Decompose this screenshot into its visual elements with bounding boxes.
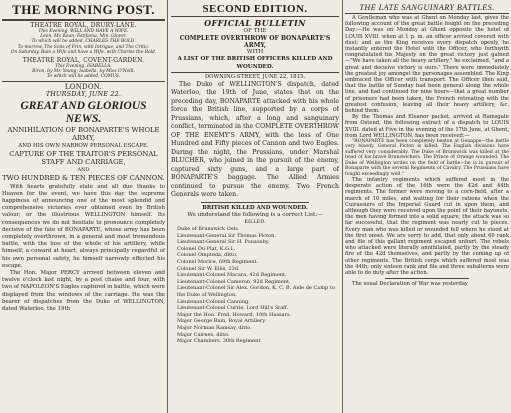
list-item: Major Chambers, 30th Regiment. [177, 338, 262, 345]
column-divider-2 [342, 0, 343, 413]
bulletin-title: OFFICIAL BULLETIN [204, 18, 306, 28]
list-item: Lieutenant-Colonel Macara, 42d Regiment. [177, 272, 287, 279]
edition-title: SECOND EDITION. [202, 3, 308, 15]
place-line: LONDON. [64, 82, 103, 91]
bulletin-rule [171, 72, 339, 73]
column-right [345, 0, 509, 413]
article-paragraph-1: With hearts gratefully elate and all due thanks to Heaven for the event, we have this day the supreme happiness of announcing one of the most splendid and comprehensive victories ever obtained even by British valour, or the illustrious WELLINGTON himself. Its consequences we do not hesitate to pronounce completely decisive of the fate of BONAPARTE, whose army has been completely overthrown, in a general and most tremendous battle, with the loss of the whole of his artillery, while himself, a coward at heart, always principally regardful of his own personal safety, he himself narrowly effected his escape. [2, 183, 165, 269]
theatre2-line-2: Biron, by Mr. Young; Isabella, by Miss O'Neill. [32, 69, 135, 75]
article-paragraph-2: The Hon. Major PERCY arrived between eleven and twelve o'clock last night, by a post chaise and four, with two of NAPOLEON'S Eagles captured in battle, which were displayed from the windows of the carriage. He was the bearer of dispatches from the Duke of WELLINGTON, dated Waterloo, the 19th [2, 270, 165, 313]
list-item: Lieutenant-Colonel Canning. [177, 298, 250, 305]
theatre1-line-4: To-morrow, The Sons of Frin, with Intrigue, and The Critic. [17, 44, 150, 50]
theatre1-title: THEATRE ROYAL, DRURY-LANE. [30, 22, 137, 29]
battles-paragraph-1: A Gentleman who was at Ghent on Monday last, gives the following account of the great battle fought on the preceding Day:—He was on Monday at Ghent opposite the hotel of LOUIS XVIII. when at 1 p. m. an officer arrived covered with dust; and as the King receives every dispatch openly, he instantly entered the Hotel with the Officer, who forthwith congratulated his Majesty on the great victory just gained—"We have taken all the heavy artillery," he exclaimed, "and a great and decisive victory is ours." There were immediately the greatest joy amongst the personages assembled. The King embraced the Officer with transport. The Officer then said, that the battle of Sunday had been general along the whole line, and had continued for nine hours—that a great number of prisoners had been taken, the French retreating with the greatest confusion, leaving all their heavy artillery, &c. behind them. [345, 15, 509, 115]
battles-title: THE LATE SANGUINARY BATTLES. [359, 3, 495, 12]
list-item: Lieutenant-Colonel Sir Alex. Gordon, K. C. B. Aide de Camp to the Duke of Wellington. [177, 285, 335, 298]
killed-rule [201, 202, 309, 203]
subhead-4: AND [77, 166, 90, 173]
section-rule [2, 81, 165, 82]
battles-rule [345, 13, 509, 14]
killed-list [171, 226, 339, 345]
date-line: THURSDAY, JUNE 22. [45, 89, 122, 98]
list-item: Major George Bain, Royal Artillery. [177, 318, 267, 325]
battles-paragraph-3: "BONAPARTE has been completely beaten at Genappe—the battle very bloody. General Picton is killed. The English divisions have suffered very considerably. The Duke of Brunswick was killed at the head of his brave Brunswickers. The Prince of Orange wounded. The Duke of Wellington writes on the field of battle—he is in pursuit of Bonaparte with the several Regiments of Cavalry. The Prussians have fought exceedingly well." [345, 139, 509, 177]
battles-paragraph-2: By the Thomas and Eleanor packet, arrived at Ramsgate from Ostend, the following extract of a dispatch to LOUIS XVIII. dated at Five in the evening of the 17th June, at Ghent, from Lord WELLINGTON, has been received:— [345, 114, 509, 139]
list-item: Colonel Ompteda, ditto. [177, 252, 238, 259]
theatre2-line-3: To which will be added, COMUS. [46, 74, 121, 80]
theatre1-line-5: On Saturday, Rule a Wife and have a Wife, with Charles the Bold. [10, 49, 157, 55]
bulletin-with: WITH [246, 49, 264, 56]
main-headline: GREAT AND GLORIOUS NEWS. [20, 99, 147, 125]
dateline: DOWNING-STREET, JUNE 22, 1815. [204, 73, 306, 80]
bulletin-headline: COMPLETE OVERTHROW OF BONAPARTE'S ARMY, [179, 35, 331, 50]
column-left [2, 0, 165, 413]
subhead-5: TWO HUNDRED & TEN PIECES OF CANNON. [2, 173, 165, 182]
bulletin-of: OF THE [243, 28, 267, 34]
battles-end-rule [385, 278, 469, 279]
killed-intro: We understand the following is a correct List:— [187, 212, 323, 219]
list-item: Duke of Brunswick Oels. [177, 226, 240, 233]
masthead: THE MORNING POST. [12, 2, 155, 17]
masthead-rule [2, 19, 165, 21]
list-item: Major Norman Ramsay, ditto. [177, 324, 252, 331]
theatre1-line-2: Leon, Mr. Kean; Estifania, Mrs. Glover. [40, 34, 127, 40]
list-item: Lieutenant-Colonel Cameron, 92d Regiment. [177, 278, 291, 285]
subhead-2: AND HIS OWN NARROW PERSONAL ESCAPE. [18, 142, 149, 149]
list-item: Lieutenant-General Sir Thomas Picton. [177, 232, 276, 239]
dispatch-paragraph: The Duke of WELLINGTON'S dispatch, dated Waterloo, the 19th of June, states that on the preceding day, BONAPARTE attacked with his whole force the British line, supported by a corps of Prussians, which, after a long and sanguinary conflict, terminated in the COMPLETE OVERTHROW OF THE ENEMY'S ARMY, with the loss of One Hundred and Fifty pieces of Cannon and two Eagles. During the night, the Prussians, under Marshal BLUCHER, who joined in the pursuit of the enemy, captured sixty guns, and a large part of BONAPARTE'S baggage. The Allied Armies continued to pursue the enemy. Two French Generals were taken. [171, 80, 339, 199]
killed-label: KILLED. [244, 219, 266, 226]
theatre1-line-3: To which will be added, CHARLES THE BOLD. [31, 39, 136, 45]
list-item: Lieutenant-General Sir H. Ponsonby. [177, 239, 270, 246]
battles-paragraph-5: The usual Declaration of War was yesterday [352, 281, 468, 288]
list-item: Colonel Morice, 69th Regiment. [177, 258, 259, 265]
subhead-3: CAPTURE OF THE TRAITOR'S PERSONAL STAFF AND CARRIAGE, [9, 149, 158, 166]
bulletin-list-title: A LIST OF THE BRITISH OFFICERS KILLED AND WOUNDED. [177, 56, 333, 70]
subhead-1: ANNIHILATION OF BONAPARTE'S WHOLE ARMY, [7, 125, 160, 142]
list-item: Lieutenant-Colonel Currie, Lord Hill's Staff. [177, 305, 289, 312]
battles-paragraph-4: The infantry regiments which suffered most in the desperate action of the 16th were the 42d and 44th regiments. The former were moving to a corn-field, after a march of 10 miles, and waiting for their rations when the Cuirassiers of the Imperial Guard cut in upon them, and although they were received upon the point of their bayonets, the men having formed into a solid square, the attack was so far successful, that the regiment was nearly cut to pieces. Every man who was killed or wounded fell where he stood at the first onset. We are sorry to add, that only about 60 rank and file of this gallant regiment escaped unhurt. The rebels who attacked were literally annihilated, partly by the steady fire of the 42d themselves, and partly by the coming up of other regiments. The British corps which suffered most was the 44th; only sixteen rank and file and three subalterns were able to do duty after the action. [345, 176, 509, 276]
list-item: Major the Hon. Fred. Howard, 10th Hussars. [177, 311, 292, 318]
theatre1-line-1: This Evening, WILL AND HAVE A WIFE. [38, 29, 129, 34]
killed-title: BRITISH KILLED AND WOUNDED. [202, 204, 308, 211]
edition-rule [171, 16, 339, 17]
list-item: Colonel Du Plat, K.G.L. [177, 245, 236, 252]
column-middle [171, 0, 339, 413]
list-item: Colonel Sir W. Ellis, 23d. [177, 265, 240, 272]
theatre2-title: THEATRE ROYAL, COVENT-GARDEN. [22, 57, 145, 65]
theatre2-line-1: This Evening, ISABELLA. [55, 64, 112, 70]
list-item: Major Cairnes, ditto. [177, 331, 230, 338]
column-divider-1 [167, 0, 168, 413]
